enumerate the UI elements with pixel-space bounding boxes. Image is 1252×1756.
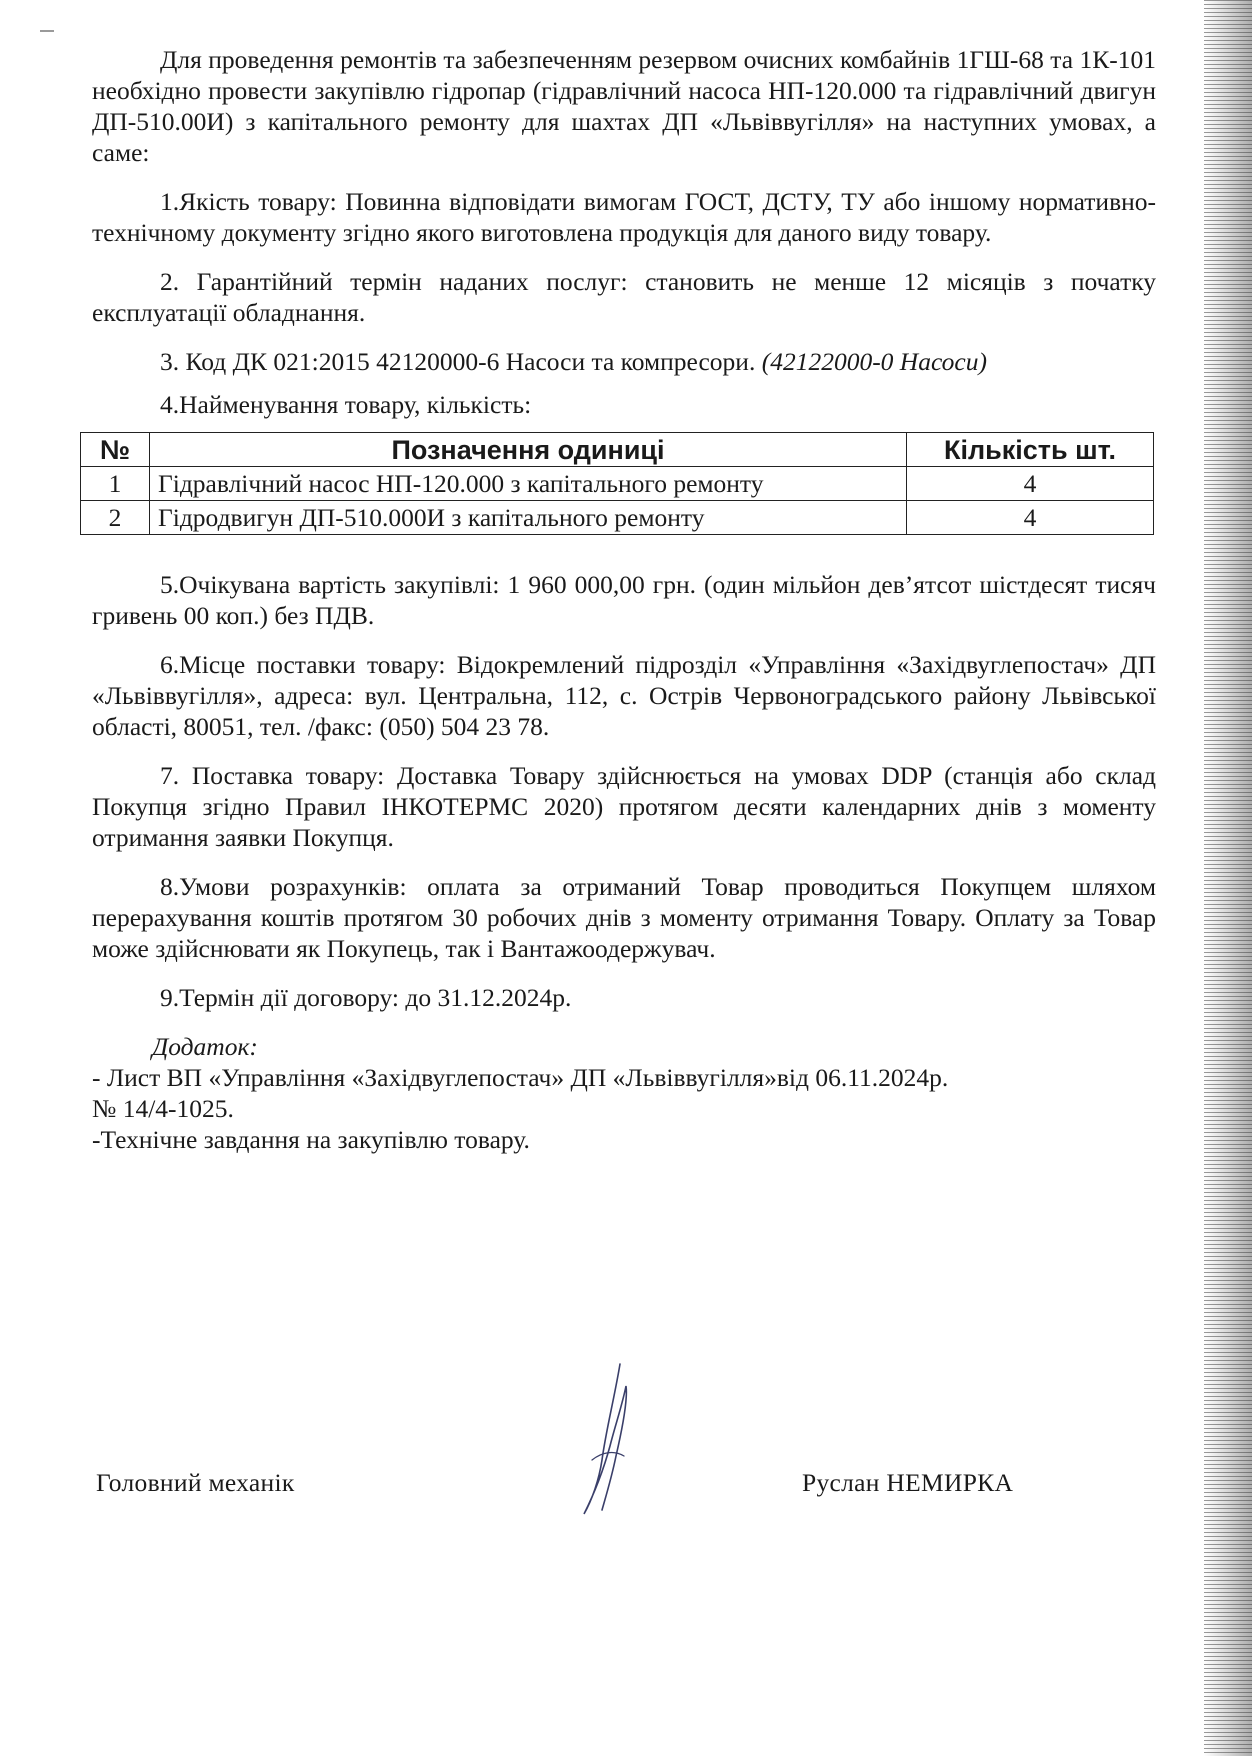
row-item-name: Гідродвигун ДП-510.000И з капітального ремонту <box>150 501 907 535</box>
document-body <box>92 44 1156 1155</box>
row-item-name: Гідравлічний насос НП-120.000 з капітального ремонту <box>150 467 907 501</box>
scan-speck <box>40 30 54 32</box>
row-number: 2 <box>81 501 150 535</box>
item-3-code-italic: (42122000-0 Насоси) <box>761 347 987 376</box>
item-2-warranty: 2. Гарантійний термін наданих послуг: становить не менше 12 місяців з початку експлуатації обладнання. <box>92 267 1156 327</box>
header-item-name: Позначення одиниці <box>150 433 907 467</box>
signer-name: Руслан НЕМИРКА <box>802 1468 1014 1497</box>
item-9-contract-term: 9.Термін дії договору: до 31.12.2024р. <box>160 983 572 1012</box>
scan-edge-artifact <box>1204 0 1252 1756</box>
item-6-delivery-place: 6.Місце поставки товару: Відокремлений підрозділ «Управління «Західвуглепостач» ДП «Львіввугілля», адреса: вул. Центральна, 112, с. Острів Червоноградського району Львівської області, 80051, тел. /факс: (050) 504 23 78. <box>92 650 1156 741</box>
intro-paragraph: Для проведення ремонтів та забезпеченням резервом очисних комбайнів 1ГШ-68 та 1К-101 необхідно провести закупівлю гідропар (гідравлічний насоса НП-120.000 та гідравлічний двигун ДП-510.00И) з капітального ремонту для шахтах ДП «Львіввугілля» на наступних умовах, а саме: <box>92 45 1156 167</box>
table-row <box>81 467 1154 501</box>
attachment-line: - Лист ВП «Управління «Західвуглепостач» ДП «Львіввугілля»від 06.11.2024р. <box>92 1063 949 1092</box>
attachment-title: Додаток: <box>152 1032 258 1061</box>
item-7-delivery-terms: 7. Поставка товару: Доставка Товару здійснюється на умовах DDP (станція або склад Покупця згідно Правил ІНКОТЕРМС 2020) протягом десяти календарних днів з моменту отримання заявки Покупця. <box>92 761 1156 852</box>
table-header-row <box>81 433 1154 467</box>
goods-table <box>80 432 1154 535</box>
row-number: 1 <box>81 467 150 501</box>
row-quantity: 4 <box>907 467 1154 501</box>
header-quantity: Кількість шт. <box>907 433 1154 467</box>
signer-position: Головний механік <box>96 1468 295 1497</box>
row-quantity: 4 <box>907 501 1154 535</box>
item-3-code-main: 3. Код ДК 021:2015 42120000-6 Насоси та компресори. <box>160 347 756 376</box>
item-1-quality: 1.Якість товару: Повинна відповідати вимогам ГОСТ, ДСТУ, ТУ або іншому нормативно-технічному документу згідно якого виготовлена продукція для даного виду товару. <box>92 187 1156 247</box>
item-4-goods-heading: 4.Найменування товару, кількість: <box>160 390 532 419</box>
header-number: № <box>81 433 150 467</box>
item-5-cost: 5.Очікувана вартість закупівлі: 1 960 000,00 грн. (один мільйон дев’ятсот шістдесят тисяч гривень 00 коп.) без ПДВ. <box>92 570 1156 630</box>
item-3-code <box>92 346 1156 377</box>
table-row <box>81 501 1154 535</box>
handwritten-signature <box>562 1360 652 1520</box>
item-8-payment-terms: 8.Умови розрахунків: оплата за отриманий Товар проводиться Покупцем шляхом перерахування коштів протягом 30 робочих днів з моменту отримання Товару. Оплату за Товар може здійснювати як Покупець, так і Вантажоодержувач. <box>92 872 1156 963</box>
attachment-line: -Технічне завдання на закупівлю товару. <box>92 1125 530 1154</box>
attachment-line: № 14/4-1025. <box>92 1094 234 1123</box>
